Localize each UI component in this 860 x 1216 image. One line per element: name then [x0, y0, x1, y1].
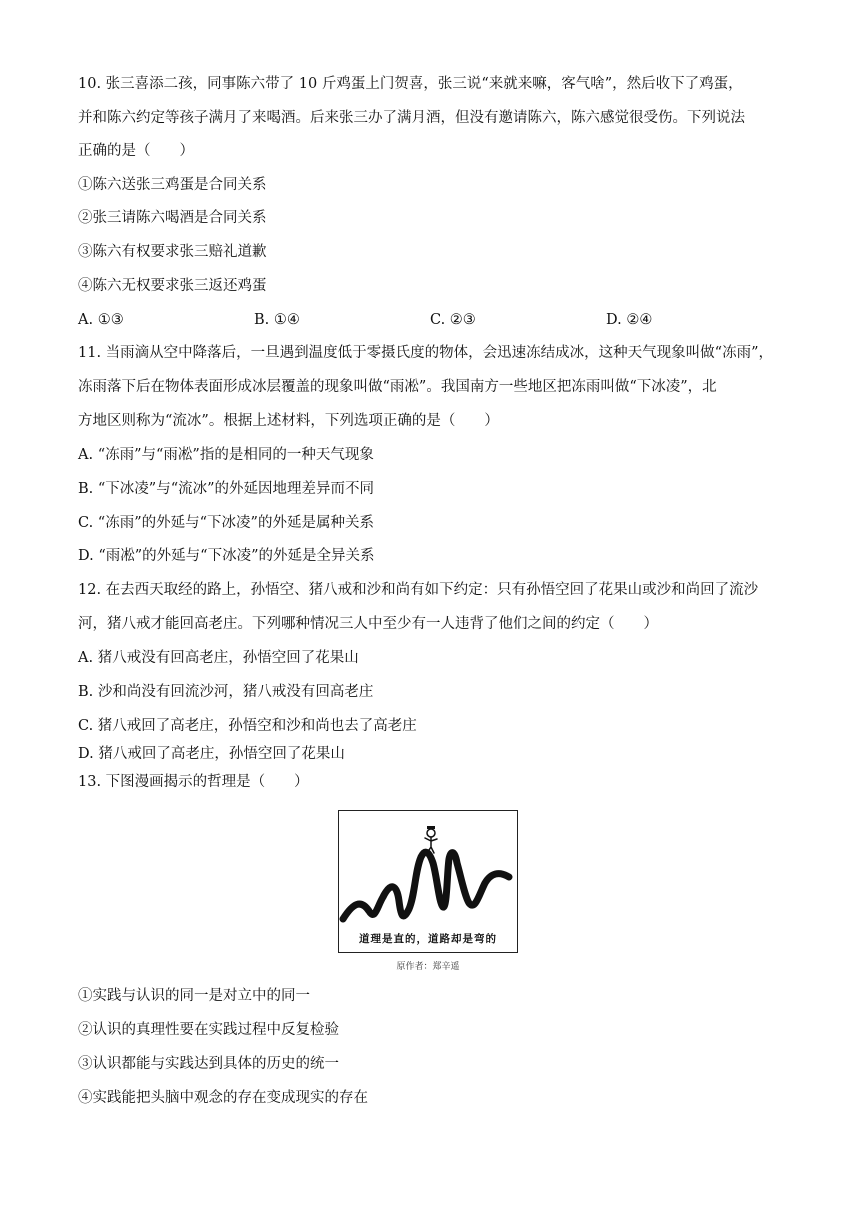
q11-stem-line-1: 11. 当雨滴从空中降落后，一旦遇到温度低于零摄氏度的物体，会迅速冻结成冰，这种天气现象叫做“冻雨”， — [78, 345, 773, 361]
q11-stem-line-3: 方地区则称为“流冰”。根据上述材料，下列选项正确的是（ ） — [78, 413, 499, 429]
q12-stem-line-1: 12. 在去西天取经的路上，孙悟空、猪八戒和沙和尚有如下约定：只有孙悟空回了花果山或沙和尚回了流沙 — [78, 582, 759, 598]
q11-option-d[interactable]: D. “雨凇”的外延与“下冰凌”的外延是全异关系 — [78, 548, 375, 564]
q10-options — [78, 310, 798, 330]
cartoon-caption: 道理是直的，道路却是弯的 — [359, 933, 497, 945]
q11-option-c[interactable]: C. “冻雨”的外延与“下冰凌”的外延是属种关系 — [78, 515, 374, 531]
q11-option-a[interactable]: A. “冻雨”与“雨凇”指的是相同的一种天气现象 — [78, 447, 374, 463]
winding-road-drawing — [339, 811, 516, 951]
q13-stem: 13. 下图漫画揭示的哲理是（ ） — [78, 774, 309, 790]
q10-option-b[interactable]: B. ①④ — [254, 312, 300, 328]
q12-option-c[interactable]: C. 猪八戒回了高老庄，孙悟空和沙和尚也去了高老庄 — [78, 718, 417, 734]
q11-option-b[interactable]: B. “下冰凌”与“流冰”的外延因地理差异而不同 — [78, 481, 375, 497]
q13-statement-4: ④实践能把头脑中观念的存在变成现实的存在 — [78, 1090, 368, 1106]
q10-option-a[interactable]: A. ①③ — [78, 312, 124, 328]
q10-statement-4: ④陈六无权要求张三返还鸡蛋 — [78, 278, 267, 294]
q10-stem-line-1: 10. 张三喜添二孩，同事陈六带了 10 斤鸡蛋上门贺喜，张三说“来就来嘛，客气啥”，然后收下了鸡蛋， — [78, 76, 743, 92]
q10-option-d[interactable]: D. ②④ — [606, 312, 653, 328]
q10-statement-1: ①陈六送张三鸡蛋是合同关系 — [78, 177, 267, 193]
q13-statement-1: ①实践与认识的同一是对立中的同一 — [78, 988, 310, 1004]
q12-option-b[interactable]: B. 沙和尚没有回流沙河，猪八戒没有回高老庄 — [78, 684, 374, 700]
q10-statement-3: ③陈六有权要求张三赔礼道歉 — [78, 244, 267, 260]
cartoon-image — [338, 810, 518, 953]
q13-statement-2: ②认识的真理性要在实践过程中反复检验 — [78, 1022, 339, 1038]
q12-option-d[interactable]: D. 猪八戒回了高老庄，孙悟空回了花果山 — [78, 746, 345, 762]
q12-option-a[interactable]: A. 猪八戒没有回高老庄，孙悟空回了花果山 — [78, 650, 359, 666]
q13-statement-3: ③认识都能与实践达到具体的历史的统一 — [78, 1056, 339, 1072]
q10-option-c[interactable]: C. ②③ — [430, 312, 476, 328]
q11-stem-line-2: 冻雨落下后在物体表面形成冰层覆盖的现象叫做“雨凇”。我国南方一些地区把冻雨叫做“下冰凌”，北 — [78, 379, 717, 395]
q10-statement-2: ②张三请陈六喝酒是合同关系 — [78, 210, 267, 226]
q10-stem-line-2: 并和陈六约定等孩子满月了来喝酒。后来张三办了满月酒，但没有邀请陈六，陈六感觉很受伤。下列说法 — [78, 110, 745, 126]
q12-stem-line-2: 河，猪八戒才能回高老庄。下列哪种情况三人中至少有一人违背了他们之间的约定（ ） — [78, 616, 658, 632]
q10-stem-line-3: 正确的是（ ） — [78, 143, 194, 159]
cartoon-author: 原作者：郑辛遥 — [396, 962, 460, 972]
